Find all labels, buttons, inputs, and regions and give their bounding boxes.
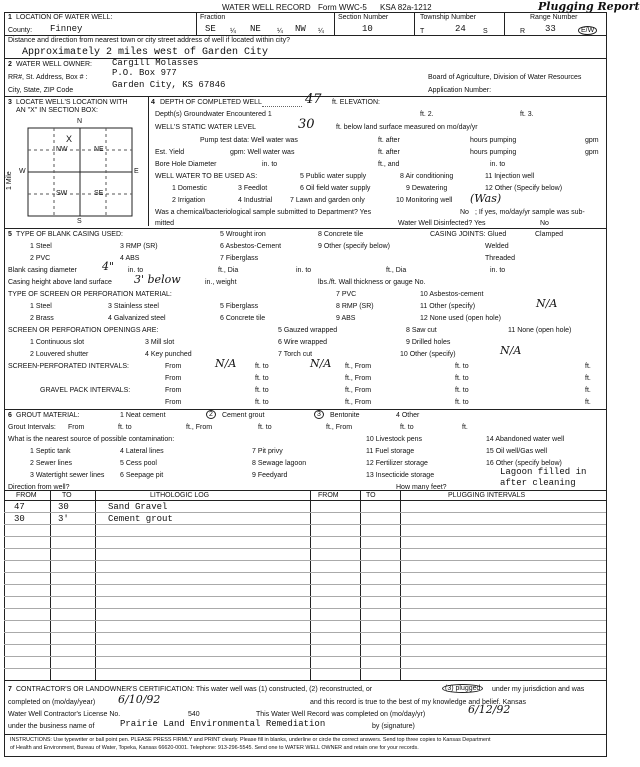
plugging-report-stamp: Plugging Report [538,0,640,13]
completed-label: completed on (mo/day/year) [8,699,96,706]
township-number-label: Township Number [420,14,477,21]
log-rule-line [4,608,606,609]
use-5[interactable]: 5 Public water supply [300,173,367,180]
joints-label: CASING JOINTS: Glued [430,231,507,238]
diameter-in-to-3: in. to [490,267,506,274]
screen-5[interactable]: 5 Fiberglass [220,303,259,310]
lbs-label: lbs./ft. Wall thickness or gauge No. [318,279,426,286]
compass-e: E [134,168,139,175]
pump-label: Pump test data: Well water was [200,137,298,144]
opening-10[interactable]: 10 Other (specify) [400,351,456,358]
grout-2[interactable]: Cement grout [222,412,265,419]
compass-n: N [77,118,83,125]
perf-ft-to-1: ft. to [255,363,269,370]
owner-name[interactable]: Cargill Molasses [112,58,199,68]
diameter-label: Blank casing diameter [8,267,77,274]
log-row-1-from[interactable]: 47 [14,502,25,512]
was-note: (Was) [470,192,502,205]
bact-no: No [460,209,469,216]
range-value[interactable]: 33 [545,24,556,34]
perf-ft-2: ft. [585,375,591,382]
township-s: S [483,28,488,35]
diameter-value[interactable]: 4" [102,260,115,273]
section-1-number: 1 [8,14,12,21]
grout-3-num[interactable]: 3 [314,410,324,419]
diameter-ft-dia: ft., Dia [218,267,239,274]
log-rule-line [4,548,606,549]
elevation-label: ft. ELEVATION: [332,99,380,106]
distance-label: Distance and direction from nearest town or city street address of well if located within city? [8,37,291,44]
location-x-mark: X [66,134,73,144]
range-r: R [520,28,526,35]
gravel-ft-from-1: ft., From [345,387,372,394]
perf-ft-to-4: ft. to [455,375,469,382]
pump-hours: hours pumping [470,137,517,144]
grout-3[interactable]: Bentonite [330,412,360,419]
log-rule-line [4,596,606,597]
grout-2-num[interactable]: 2 [206,410,216,419]
use-4[interactable]: 4 Industrial [238,197,273,204]
bore-in-to: in. to [262,161,278,168]
screen-label: TYPE OF SCREEN OR PERFORATION MATERIAL: [8,291,172,298]
township-t: T [420,28,425,35]
instructions-2: of Health and Environment, Bureau of Water, Topeka, Kansas 66620-0001. Telephone: 913-296-5545. Send one to WATER WELL OWNER and retain one for your records. [10,745,419,751]
range-number-label: Range Number [530,14,578,21]
screen-8[interactable]: 8 RMP (SR) [336,303,374,310]
opening-8[interactable]: 8 Saw cut [406,327,437,334]
log-rule-line [4,524,606,525]
perf-from-2: From [165,375,182,382]
height-label: Casing height above land surface [8,279,112,286]
grout-label: GROUT MATERIAL: [16,412,80,419]
grout-intervals-label: Grout Intervals: [8,424,56,431]
log-litho-header: LITHOLOGIC LOG [150,492,210,499]
depth-value[interactable]: 47 [305,92,322,107]
grout-1[interactable]: 1 Neat cement [120,412,166,419]
log-row-2-from[interactable]: 30 [14,514,25,524]
screen-12[interactable]: 12 None used (open hole) [420,315,501,322]
opening-5[interactable]: 5 Gauzed wrapped [278,327,338,334]
log-row-1-desc[interactable]: Sand Gravel [108,502,168,512]
license-no[interactable]: 540 [188,711,200,718]
business-label: under the business name of [8,723,95,730]
static-rest: ft. below land surface measured on mo/day/yr [336,124,478,131]
township-value[interactable]: 24 [455,24,466,34]
contam-15[interactable]: 15 Oil well/Gas well [486,448,548,455]
gravel-ft-to-4: ft. to [455,399,469,406]
use-9[interactable]: 9 Dewatering [406,185,448,192]
quadrant-sw: SW [56,190,68,197]
section-7-number: 7 [8,686,12,693]
yield-ft-after: ft. after [378,149,400,156]
screen-2[interactable]: 2 Brass [30,315,54,322]
bore-in-to-2: in. to [490,161,506,168]
disinfected-no: No [540,220,549,227]
use-label: WELL WATER TO BE USED AS: [155,173,258,180]
perf-na-2[interactable]: N/A [310,357,332,370]
bact-if-yes: ; If yes, mo/day/yr sample was sub- [475,209,585,216]
casing-7[interactable]: 7 Fiberglass [220,255,259,262]
log-row-2-to[interactable]: 3' [58,514,69,524]
screen-4[interactable]: 4 Galvanized steel [108,315,166,322]
log-rule-line [4,644,606,645]
gravel-from-1: From [165,387,182,394]
gravel-ft-to-1: ft. to [255,387,269,394]
screen-7[interactable]: 7 PVC [336,291,357,298]
fraction-label: Fraction [200,14,226,21]
use-1[interactable]: 1 Domestic [172,185,208,192]
distance-value[interactable]: Approximately 2 miles west of Garden City [22,47,269,58]
perf-ft-to-3: ft. to [255,375,269,382]
diameter-ft-dia-2: ft., Dia [386,267,407,274]
record-completed-label: This Water Well Record was completed on (mo/day/yr) [256,711,426,718]
perf-label: SCREEN-PERFORATED INTERVALS: [8,363,129,370]
log-rule-line [4,572,606,573]
screen-9[interactable]: 9 ABS [336,315,356,322]
owner-city[interactable]: Garden City, KS 67846 [112,80,226,90]
screen-1[interactable]: 1 Steel [30,303,52,310]
screen-10[interactable]: 10 Asbestos-cement [420,291,484,298]
gravel-label: GRAVEL PACK INTERVALS: [40,387,131,394]
grout-ft-to-1: ft. to [118,424,132,431]
pump-gpm: gpm [585,137,599,144]
disinfected-label: Water Well Disinfected? Yes [398,220,486,227]
pump-ft-after: ft. after [378,137,400,144]
opening-11[interactable]: 11 None (open hole) [508,327,572,334]
groundwater-2: ft. 2. [420,111,434,118]
section-4-number: 4 [151,99,155,106]
joints-threaded: Threaded [485,255,515,262]
grout-4[interactable]: 4 Other [396,412,420,419]
instructions-1: INSTRUCTIONS: Use typewriter or ball point pen. PLEASE PRESS FIRMLY and PRINT clearly. Please fill in blanks, underline or circle the correct answers. Send top three copies to Kansas Department [10,737,491,743]
quarter-3[interactable]: NW [295,24,306,34]
joints-clamped: Clamped [535,231,564,238]
gravel-ft-to-2: ft. to [455,387,469,394]
opening-1[interactable]: 1 Continuous slot [30,339,85,346]
log-rule-line [4,512,606,513]
contam-7[interactable]: 7 Pit privy [252,448,283,455]
opening-3[interactable]: 3 Mill slot [145,339,175,346]
form-number: Form WWC-5 [318,3,367,12]
gravel-ft-1: ft. [585,387,591,394]
owner-address[interactable]: P.O. Box 977 [112,68,177,78]
contam-16[interactable]: 16 Other (specify below) [486,460,562,467]
opening-9[interactable]: 9 Drilled holes [406,339,451,346]
log-rule-line [4,668,606,669]
section-6-number: 6 [8,412,12,419]
use-12[interactable]: 12 Other (Specify below) [485,185,563,192]
casing-8[interactable]: 8 Concrete tile [318,231,364,238]
joints-welded: Welded [485,243,509,250]
log-rule-line [4,536,606,537]
contam-12[interactable]: 12 Fertilizer storage [366,460,428,467]
contam-11[interactable]: 11 Fuel storage [366,448,415,455]
gravel-ft-from-2: ft., From [345,399,372,406]
ksa-number: KSA 82a-1212 [380,3,432,12]
gravel-from-2: From [165,399,182,406]
use-8[interactable]: 8 Air conditioning [400,173,454,180]
section-5-number: 5 [8,231,12,238]
quarter-symbol: ¼ [277,28,283,35]
bact-mitted: mitted [155,220,175,227]
casing-5[interactable]: 5 Wrought iron [220,231,266,238]
log-plug-header: PLUGGING INTERVALS [448,492,526,499]
quarter-1[interactable]: SE [205,24,216,34]
yield-hours: hours pumping [470,149,517,156]
quarter-symbol: ¼ [318,28,324,35]
screen-11[interactable]: 11 Other (specify) [420,303,476,310]
locate-label-2: AN "X" IN SECTION BOX: [16,107,98,114]
form-title: WATER WELL RECORD [222,3,311,12]
cert-text-1b: under my jurisdiction and was [492,686,585,693]
true-text: and this record is true to the best of my knowledge and belief. Kansas [310,699,526,706]
bact-label: Was a chemical/bacteriological sample submitted to Department? Yes [155,209,372,216]
perf-ft-to-2: ft. to [455,363,469,370]
opening-6[interactable]: 6 Wire wrapped [278,339,328,346]
screen-3[interactable]: 3 Stainless steel [108,303,159,310]
contam-other-note-2[interactable]: after cleaning [500,478,576,488]
use-6[interactable]: 6 Oil field water supply [300,185,371,192]
static-value[interactable]: 30 [298,117,315,132]
opening-2[interactable]: 2 Louvered shutter [30,351,89,358]
casing-2[interactable]: 2 PVC [30,255,51,262]
gravel-ft-2: ft. [585,399,591,406]
direction-label: Direction from well? [8,484,70,491]
casing-4[interactable]: 4 ABS [120,255,140,262]
board-text: Board of Agriculture, Division of Water Resources [428,74,582,81]
log-rule-line [4,584,606,585]
yield-gpm: gpm: Well water was [230,149,295,156]
static-label: WELL'S STATIC WATER LEVEL [155,124,257,131]
range-ew[interactable]: E/W [578,26,597,35]
screen-6[interactable]: 6 Concrete tile [220,315,266,322]
groundwater-3: ft. 3. [520,111,534,118]
county-value[interactable]: Finney [50,24,83,34]
casing-label: TYPE OF BLANK CASING USED: [16,231,123,238]
log-from-header: FROM [16,492,37,499]
gravel-ft-to-3: ft. to [255,399,269,406]
contam-5[interactable]: 5 Cess pool [120,460,157,467]
record-date[interactable]: 6/12/92 [468,703,511,716]
log-row-1-to[interactable]: 30 [58,502,69,512]
depth-label: DEPTH OF COMPLETED WELL [160,99,262,106]
casing-3[interactable]: 3 RMP (SR) [120,243,158,250]
log-rule-line [4,620,606,621]
contam-9[interactable]: 9 Feedyard [252,472,288,479]
height-value[interactable]: 3' below [134,273,181,286]
use-11[interactable]: 11 Injection well [485,173,535,180]
quarter-2[interactable]: NE [250,24,261,34]
bore-label: Bore Hole Diameter [155,161,217,168]
owner-label: WATER WELL OWNER: [16,61,92,68]
perf-ft-from-2: ft., From [345,375,372,382]
perf-from-1: From [165,363,182,370]
perf-ft-from-1: ft., From [345,363,372,370]
quadrant-nw: NW [56,146,68,153]
completed-date[interactable]: 6/10/92 [118,693,161,706]
grout-ft-to-2: ft. to [258,424,272,431]
contam-8[interactable]: 8 Sewage lagoon [252,460,307,467]
how-many-label: How many feet? [396,484,447,491]
use-7[interactable]: 7 Lawn and garden only [290,197,365,204]
grout-ft-from-2: ft., From [326,424,353,431]
section-3-number: 3 [8,99,12,106]
compass-s: S [77,218,82,225]
locate-label: LOCATE WELL'S LOCATION WITH [16,99,128,106]
screen-other-value[interactable]: N/A [536,297,558,310]
rr-label: RR#, St. Address, Box # : [8,74,88,81]
contam-3[interactable]: 3 Watertight sewer lines [30,472,105,479]
grout-from-1: From [68,424,85,431]
quarter-symbol: ¼ [230,28,236,35]
openings-label: SCREEN OR PERFORATION OPENINGS ARE: [8,327,159,334]
perf-na-1[interactable]: N/A [215,357,237,370]
groundwater-label: Depth(s) Groundwater Encountered 1 [155,111,272,118]
section-value[interactable]: 10 [362,24,373,34]
signature-label: by (signature) [372,723,415,730]
business-name[interactable]: Prairie Land Environmental Remediation [120,719,326,729]
quadrant-se: SE [94,190,104,197]
section-grid-svg [18,122,140,222]
yield-label: Est. Yield [155,149,185,156]
opening-7[interactable]: 7 Torch cut [278,351,313,358]
perf-ft-1: ft. [585,363,591,370]
diameter-in-to-2: in. to [296,267,312,274]
section-box[interactable] [18,118,140,225]
use-10[interactable]: 10 Monitoring well [396,197,453,204]
casing-9[interactable]: 9 Other (specify below) [318,243,390,250]
contam-label: What is the nearest source of possible contamination: [8,436,175,443]
contam-6[interactable]: 6 Seepage pit [120,472,164,479]
bore-ft-and: ft., and [378,161,400,168]
grout-ft-from-1: ft., From [186,424,213,431]
casing-1[interactable]: 1 Steel [30,243,52,250]
license-label: Water Well Contractor's License No. [8,711,121,718]
contam-1[interactable]: 1 Septic tank [30,448,71,455]
plugged-option[interactable]: (3) plugged [442,684,483,693]
log-to-header-2: TO [366,492,376,499]
city-label: City, State, ZIP Code [8,87,74,94]
weight-label: in., weight [205,279,237,286]
quadrant-ne: NE [94,146,104,153]
log-rule-line [4,560,606,561]
contam-13[interactable]: 13 Insecticide storage [366,472,435,479]
use-3[interactable]: 3 Feedlot [238,185,268,192]
grout-ft-to-3: ft. to [400,424,414,431]
county-label: County: [8,27,33,34]
cert-text-1: CONTRACTOR'S OR LANDOWNER'S CERTIFICATION: This water well was (1) constructed, (2) reconstructed, or [16,686,373,693]
casing-6[interactable]: 6 Asbestos-Cement [220,243,282,250]
diameter-in-to: in. to [128,267,144,274]
opening-4[interactable]: 4 Key punched [145,351,192,358]
contam-4[interactable]: 4 Lateral lines [120,448,164,455]
log-rule-line [4,632,606,633]
yield-gpm-end: gpm [585,149,599,156]
log-from-header-2: FROM [318,492,339,499]
grout-ft: ft. [462,424,468,431]
contam-2[interactable]: 2 Sewer lines [30,460,73,467]
log-to-header: TO [62,492,72,499]
section-number-label: Section Number [338,14,389,21]
contam-other-note-1[interactable]: Lagoon filled in [500,467,587,477]
compass-w: W [19,168,26,175]
log-row-2-desc[interactable]: Cement grout [108,514,173,524]
mile-label: 1 Mile [6,171,13,190]
section-2-number: 2 [8,61,12,68]
app-number-label: Application Number: [428,87,492,94]
contam-10[interactable]: 10 Livestock pens [366,436,423,443]
opening-other-value[interactable]: N/A [500,344,522,357]
use-2[interactable]: 2 Irrigation [172,197,206,204]
contam-14[interactable]: 14 Abandoned water well [486,436,565,443]
log-rule-line [4,656,606,657]
location-label: LOCATION OF WATER WELL: [16,14,113,21]
